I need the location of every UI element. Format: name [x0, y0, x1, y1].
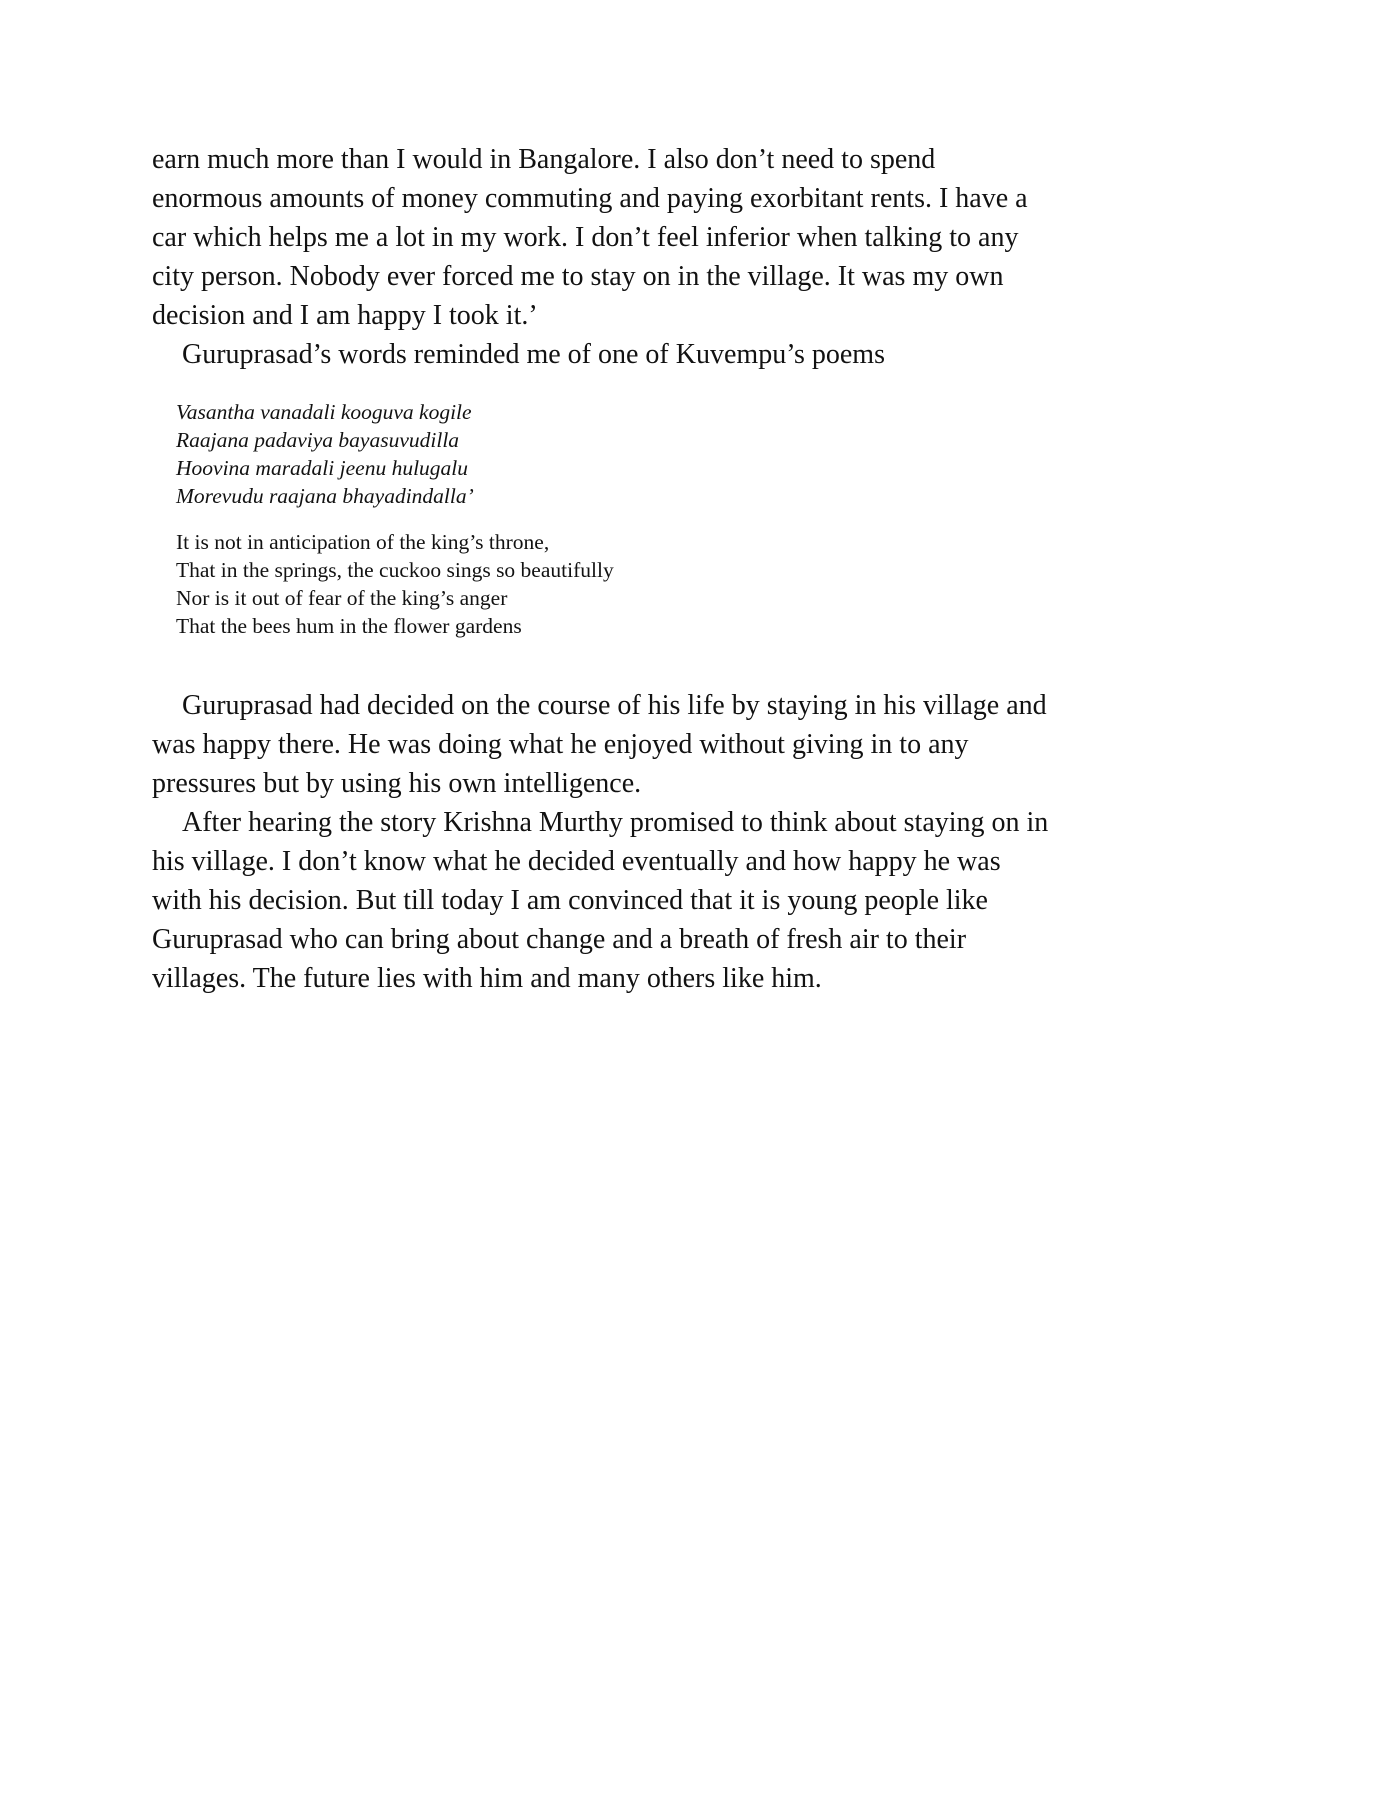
translation-line: It is not in anticipation of the king’s throne,: [176, 530, 550, 554]
poem-line: Raajana padaviya bayasuvudilla: [176, 428, 460, 452]
poem-line: Vasantha vanadali kooguva kogile: [176, 400, 472, 424]
kannada-poem: [176, 398, 1052, 510]
poem-translation: [176, 528, 1052, 640]
poem-line: Morevudu raajana bhayadindalla’: [176, 484, 474, 508]
translation-line: That in the springs, the cuckoo sings so beautifully: [176, 558, 614, 582]
page-text-block: [152, 140, 1052, 998]
paragraph-kuvempu-intro: Guruprasad’s words reminded me of one of Kuvempu’s poems: [182, 339, 885, 370]
paragraph-continuation: earn much more than I would in Bangalore. I also don’t need to spend enormous amounts of money commuting and paying exorbitant rents. I have a car which helps me a lot in my work. I don’t feel inferior when talking to any city person. Nobody ever forced me to stay on in the village. It was my own decision and I am happy I took it.’: [152, 144, 1028, 331]
translation-line: That the bees hum in the flower gardens: [176, 614, 522, 638]
poem-line: Hoovina maradali jeenu hulugalu: [176, 456, 469, 480]
paragraph-decision: Guruprasad had decided on the course of his life by staying in his village and was happy there. He was doing what he enjoyed without giving in to any pressures but by using his own intelligence.: [152, 690, 1047, 799]
translation-line: Nor is it out of fear of the king’s anger: [176, 586, 508, 610]
paragraph-closing: After hearing the story Krishna Murthy promised to think about staying on in his village. I don’t know what he decided eventually and how happy he was with his decision. But till today I am convinced that it is young people like Guruprasad who can bring about change and a breath of fresh air to their villages. The future lies with him and many others like him.: [152, 807, 1049, 994]
